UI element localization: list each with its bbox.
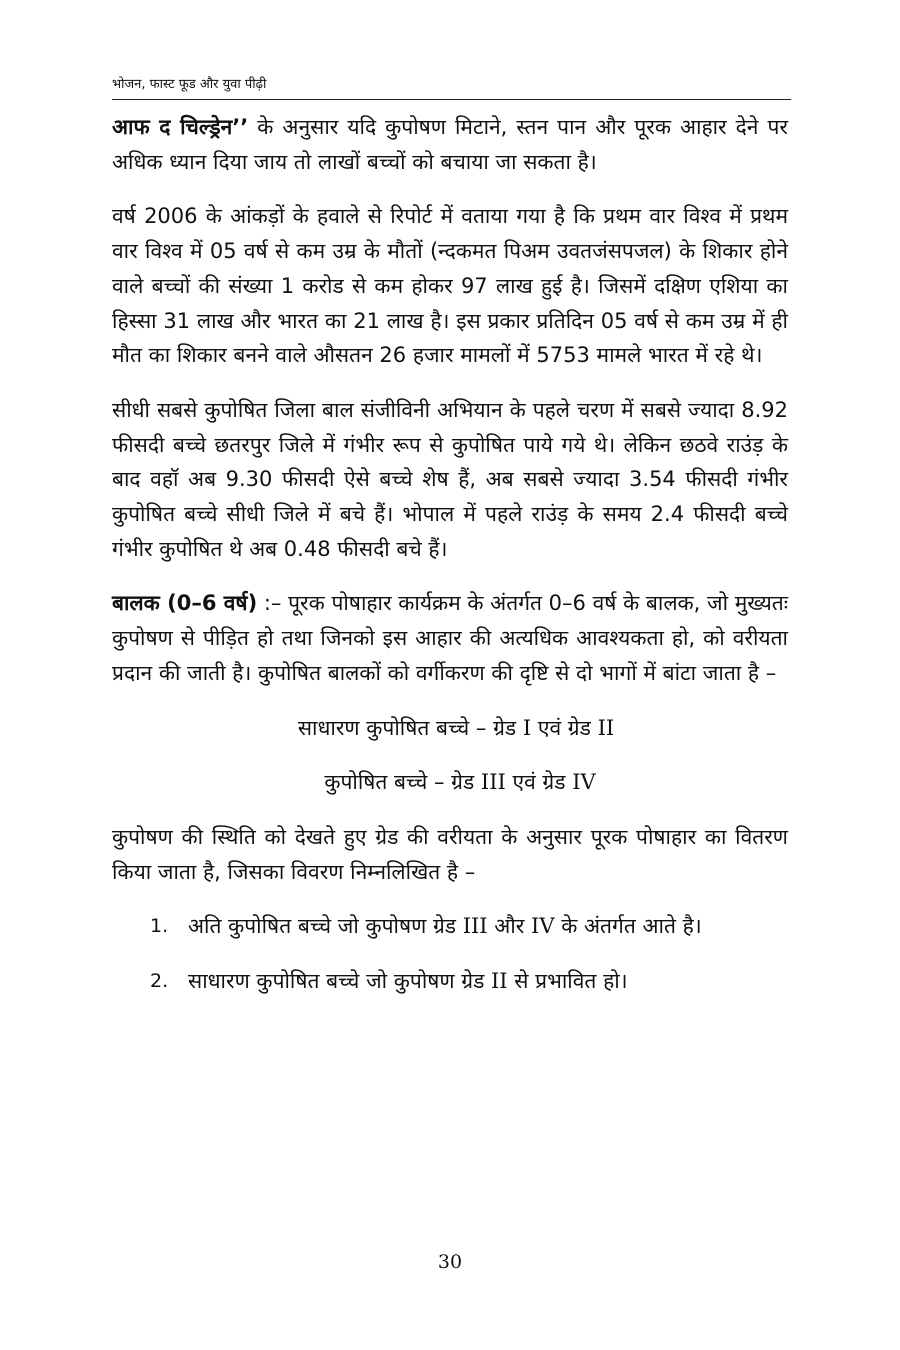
- header-divider: [112, 99, 791, 100]
- paragraph-1: [112, 110, 788, 179]
- list-item-text: अति कुपोषित बच्चे जो कुपोषण ग्रेड: [188, 914, 463, 939]
- paragraph-3: सीधी सबसे कुपोषित जिला बाल संजीविनी अभियान के पहले चरण में सबसे ज्यादा 8.92 फीसदी बच्चे छतरपुर जिले में गंभीर रूप से कुपोषित पाये गये थे। लेकिन छठवे राउंड़ के बाद वहॉ अब 9.30 फीसदी ऐसे बच्चे शेष हैं, अब सबसे ज्यादा 3.54 फीसदी गंभीर कुपोषित बच्चे सीधी जिले में बचे हैं। भोपाल में पहले राउंड़ के समय 2.4 फीसदी बच्चे गंभीर कुपोषित थे अब 0.48 फीसदी बचे हैं।: [112, 397, 788, 561]
- list-item-number: 2.: [150, 970, 169, 993]
- list-item: [112, 909, 788, 944]
- list-item-text: के अंतर्गत आते है।: [554, 914, 702, 939]
- grade-line-2-mid: एवं ग्रेड: [505, 770, 573, 795]
- paragraph-4: [112, 586, 788, 690]
- running-header: भोजन, फास्ट फूड और युवा पीढ़ी: [112, 77, 267, 92]
- list-item-text: साधारण कुपोषित बच्चे जो कुपोषण ग्रेड: [188, 969, 492, 994]
- grade-line-1-mid: एवं ग्रेड: [531, 715, 598, 740]
- grade-line-2-text: कुपोषित बच्चे – ग्रेड: [324, 770, 481, 795]
- paragraph-5: कुपोषण की स्थिति को देखते हुए ग्रेड की वरीयता के अनुसार पूरक पोषाहार का वितरण किया जाता है, जिसका विवरण निम्नलिखित है –: [112, 824, 788, 884]
- grade-line-1-text: साधारण कुपोषित बच्चे – ग्रेड: [297, 715, 523, 740]
- paragraph-2: वर्ष 2006 के आंकड़ों के हवाले से रिपोर्ट में वताया गया है कि प्रथम वार विश्व में प्रथम वार विश्व में 05 वर्ष से कम उम्र के मौतों (न्दकमत पिअम उवतजंसपजल) के शिकार होने वाले बच्चों की संख्या 1 करोड से कम होकर 97 लाख हुई है। जिसमें दक्षिण एशिया का हिस्सा 31 लाख और भारत का 21 लाख है। इस प्रकार प्रतिदिन 05 वर्ष से कम उम्र में ही मौत का शिकार बनने वाले औसतन 26 हजार मामलों में 5753 मामले भारत में रहे थे।: [112, 204, 788, 368]
- paragraph-4-text: :– पूरक पोषाहार कार्यक्रम के अंतर्गत 0–6 वर्ष के बालक, जो मुख्यतः कुपोषण से पीड़ित हो तथा जिनको इस आहार की अत्यधिक आवश्यकता हो, को वरीयता प्रदान की जाती है। कुपोषित बालकों को वर्गीकरण की दृष्टि से दो भागों में बांटा जाता है –: [112, 591, 788, 685]
- grade-line-1: [112, 711, 788, 746]
- grade-line-1-grade-b: II: [597, 715, 615, 740]
- list-item-text: और: [487, 914, 532, 939]
- paragraph-1-bold-lead: आफ द चिल्ड्रेन’’: [112, 115, 249, 139]
- grade-line-1-grade-a: I: [522, 715, 532, 740]
- page-number: 30: [437, 1251, 463, 1273]
- list-item-number: 1.: [150, 915, 169, 938]
- list-item-grade: III: [462, 914, 488, 939]
- list-item-grade: II: [491, 969, 508, 994]
- list-item-text: से प्रभावित हो।: [507, 969, 628, 994]
- grade-line-2-grade-a: III: [480, 770, 506, 795]
- paragraph-4-bold-lead: बालक (0–6 वर्ष): [112, 591, 258, 616]
- paragraph-1-text: के अनुसार यदि कुपोषण मिटाने, स्तन पान और पूरक आहार देने पर अधिक ध्यान दिया जाय तो लाखों बच्चों को बचाया जा सकता है।: [112, 115, 789, 174]
- grade-line-2-grade-b: IV: [572, 770, 596, 795]
- grade-line-2: [112, 765, 788, 800]
- list-item: [112, 964, 788, 999]
- numbered-list: [112, 909, 788, 998]
- list-item-grade: IV: [531, 914, 555, 939]
- body-text: [112, 110, 788, 1019]
